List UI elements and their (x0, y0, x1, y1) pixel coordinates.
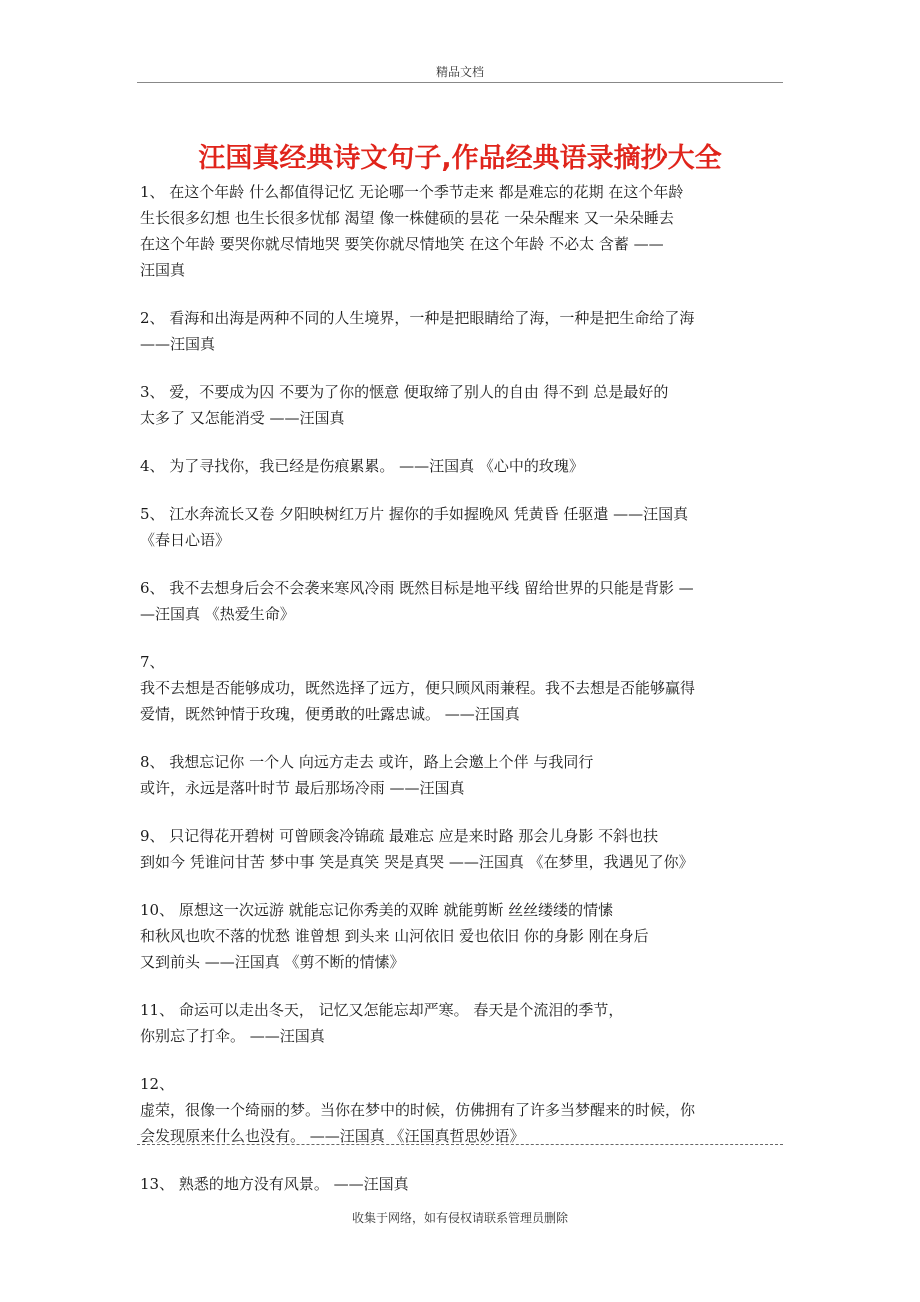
quote-line: 又到前头 ——汪国真 《剪不断的情愫》 (140, 953, 405, 971)
quote-line: 生长很多幻想 也生长很多忧郁 渴望 像一株健硕的昙花 一朵朵醒来 又一朵朵睡去 (140, 209, 674, 227)
quote-line: 5、 江水奔流长又卷 夕阳映树红万片 握你的手如握晚风 凭黄昏 任驱遣 ——汪国真 (140, 505, 689, 523)
document-title: 汪国真经典诗文句子,作品经典语录摘抄大全 (198, 143, 722, 174)
quote-line: 6、 我不去想身后会不会袭来寒风冷雨 既然目标是地平线 留给世界的只能是背影 — (140, 579, 694, 597)
quote-line: 虚荣，很像一个绮丽的梦。当你在梦中的时候，仿佛拥有了许多当梦醒来的时候，你 (140, 1101, 696, 1119)
quote-entry (140, 179, 780, 283)
quote-line: 7、 (140, 653, 165, 671)
document-body (140, 179, 780, 1197)
quote-entry (140, 379, 780, 431)
quote-line: 4、 为了寻找你，我已经是伤痕累累。 ——汪国真 《心中的玫瑰》 (140, 457, 584, 475)
quote-entry (140, 575, 780, 627)
quote-line: 10、 原想这一次远游 就能忘记你秀美的双眸 就能剪断 丝丝缕缕的情愫 (140, 901, 614, 919)
quote-entry (140, 897, 780, 975)
quote-entry (140, 453, 780, 479)
quote-line: 或许，永远是落叶时节 最后那场冷雨 ——汪国真 (140, 779, 465, 797)
quote-line: 和秋风也吹不落的忧愁 谁曾想 到头来 山河依旧 爱也依旧 你的身影 刚在身后 (140, 927, 649, 945)
page-footer-label: 收集于网络，如有侵权请联系管理员删除 (351, 1211, 568, 1225)
quote-entry (140, 649, 780, 727)
quote-line: 13、 熟悉的地方没有风景。 ——汪国真 (140, 1175, 409, 1193)
quote-entry (140, 1071, 780, 1149)
quote-line: 爱情，既然钟情于玫瑰，便勇敢的吐露忠诚。 ——汪国真 (140, 705, 520, 723)
quote-line: 11、 命运可以走出冬天， 记忆又怎能忘却严寒。 春天是个流泪的季节， (140, 1001, 624, 1019)
quote-line: 8、 我想忘记你 一个人 向远方走去 或许，路上会邀上个伴 与我同行 (140, 753, 594, 771)
quote-line: 在这个年龄 要哭你就尽情地哭 要笑你就尽情地笑 在这个年龄 不必太 含蓄 —— (140, 235, 664, 253)
quote-line: 3、 爱，不要成为囚 不要为了你的惬意 便取缔了别人的自由 得不到 总是最好的 (140, 383, 669, 401)
quote-line: ——汪国真 (140, 335, 216, 353)
quote-line: 太多了 又怎能消受 ——汪国真 (140, 409, 345, 427)
quote-entry (140, 501, 780, 553)
quote-line: 1、 在这个年龄 什么都值得记忆 无论哪一个季节走来 都是难忘的花期 在这个年龄 (140, 183, 684, 201)
quote-line: 2、 看海和出海是两种不同的人生境界，一种是把眼睛给了海，一种是把生命给了海 (140, 309, 695, 327)
quote-line: —汪国真 《热爱生命》 (140, 605, 295, 623)
quote-entry (140, 305, 780, 357)
quote-line: 9、 只记得花开碧树 可曾顾衾冷锦疏 最难忘 应是来时路 那会儿身影 不斜也扶 (140, 827, 659, 845)
quote-entry (140, 749, 780, 801)
footer-rule (137, 1144, 783, 1145)
quote-entry (140, 1171, 780, 1197)
header-rule (137, 82, 783, 83)
quote-line: 《春日心语》 (140, 531, 231, 549)
quote-line: 到如今 凭谁问甘苦 梦中事 笑是真笑 哭是真哭 ——汪国真 《在梦里，我遇见了你》 (140, 853, 694, 871)
quote-line: 12、 (140, 1075, 175, 1093)
quote-line: 会发现原来什么也没有。 ——汪国真 《汪国真哲思妙语》 (140, 1127, 525, 1145)
quote-line: 你别忘了打伞。 ——汪国真 (140, 1027, 325, 1045)
quote-entry (140, 997, 780, 1049)
quote-entry (140, 823, 780, 875)
page-header-label: 精品文档 (435, 65, 484, 79)
quote-line: 我不去想是否能够成功，既然选择了远方，便只顾风雨兼程。我不去想是否能够赢得 (140, 679, 696, 697)
quote-line: 汪国真 (140, 261, 186, 279)
